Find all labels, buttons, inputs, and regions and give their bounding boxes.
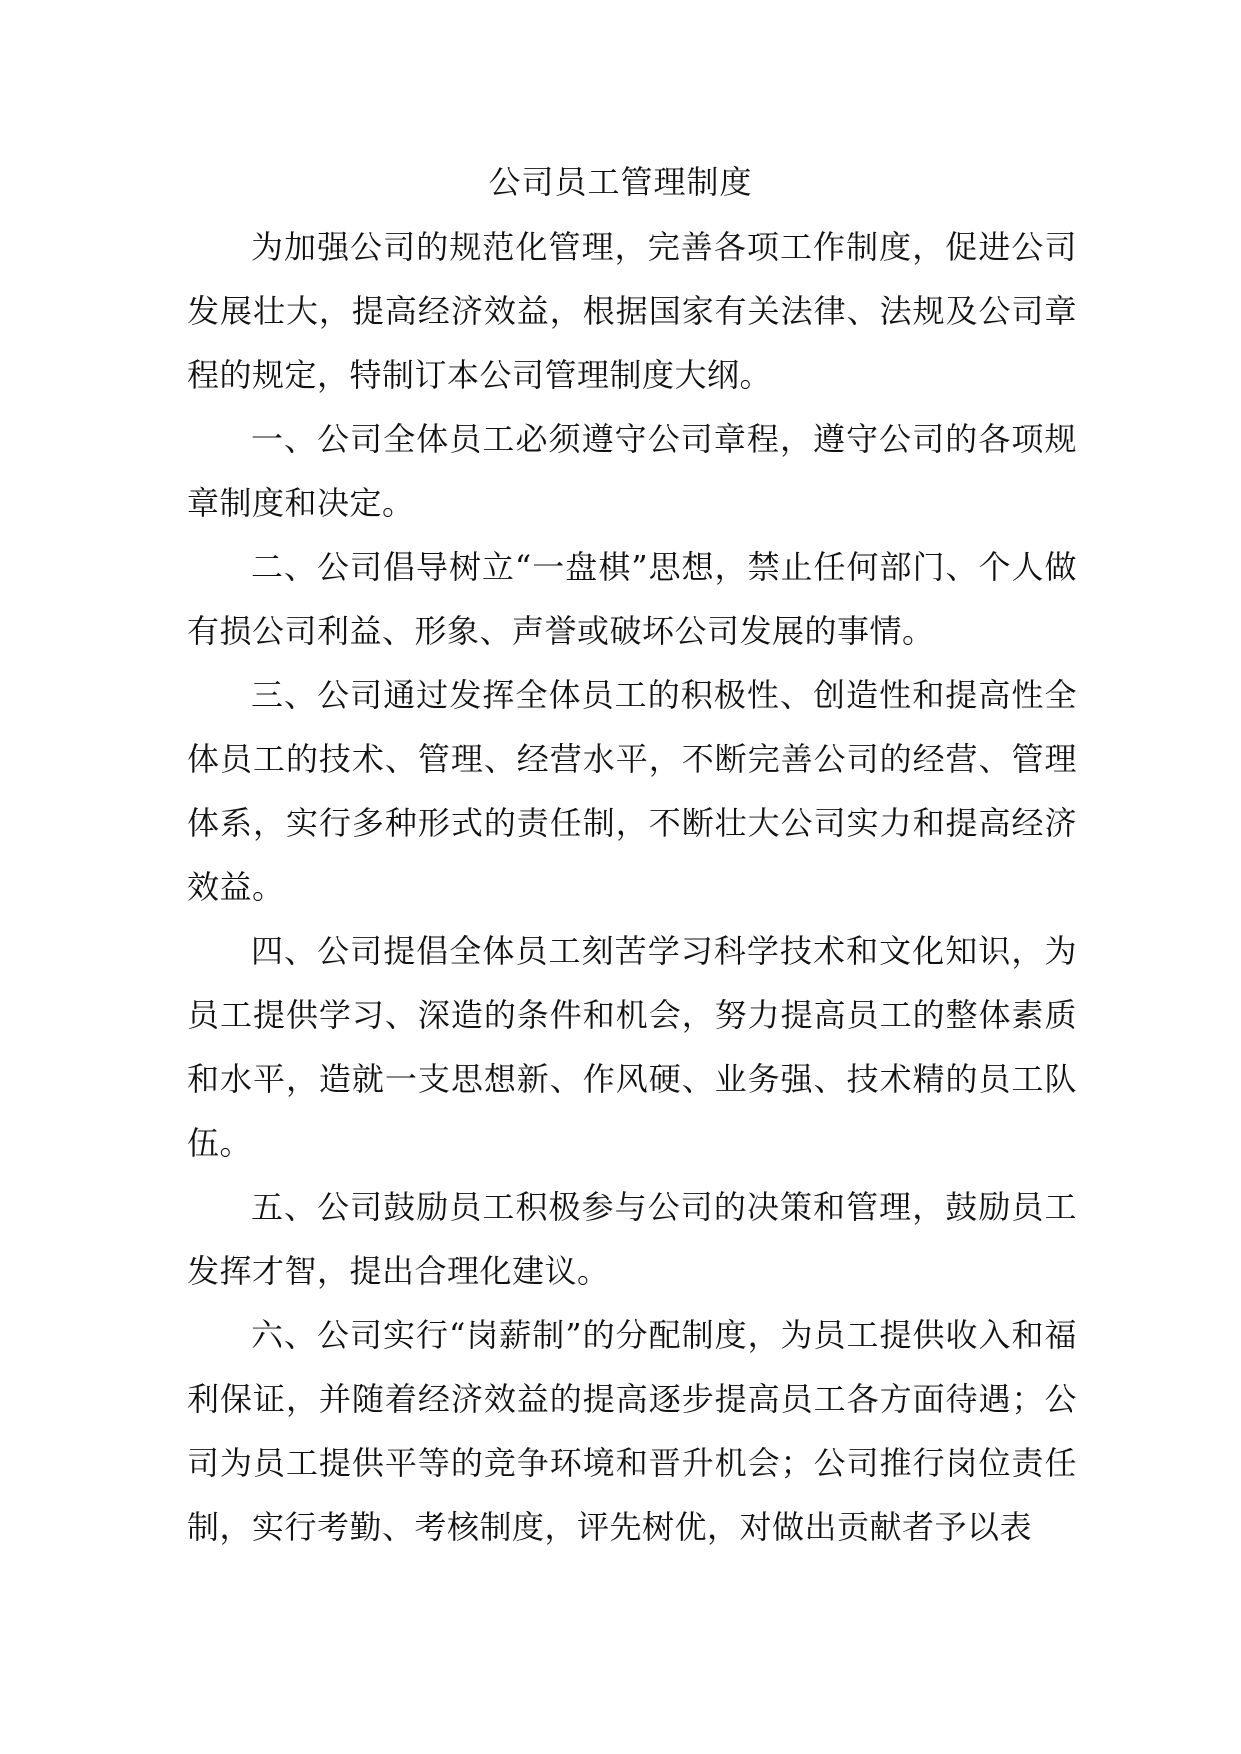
intro-paragraph: 为加强公司的规范化管理，完善各项工作制度，促进公司发展壮大，提高经济效益，根据国家有关法律、法规及公司章程的规定，特制订本公司管理制度大纲。 (187, 228, 1077, 394)
clause-5-paragraph: 五、公司鼓励员工积极参与公司的决策和管理，鼓励员工发挥才智，提出合理化建议。 (187, 1188, 1077, 1290)
clause-1-paragraph: 一、公司全体员工必须遵守公司章程，遵守公司的各项规章制度和决定。 (187, 420, 1077, 522)
document-body (187, 215, 1077, 1559)
clause-3-paragraph: 三、公司通过发挥全体员工的积极性、创造性和提高性全体员工的技术、管理、经营水平，不断完善公司的经营、管理体系，实行多种形式的责任制，不断壮大公司实力和提高经济效益。 (187, 676, 1077, 906)
clause-6-paragraph: 六、公司实行“岗薪制”的分配制度，为员工提供收入和福利保证，并随着经济效益的提高逐步提高员工各方面待遇；公司为员工提供平等的竞争环境和晋升机会；公司推行岗位责任制，实行考勤、考核制度，评先树优，对做出贡献者予以表 (187, 1316, 1077, 1546)
document-title: 公司员工管理制度 (488, 163, 753, 201)
clause-4-paragraph: 四、公司提倡全体员工刻苦学习科学技术和文化知识，为员工提供学习、深造的条件和机会，努力提高员工的整体素质和水平，造就一支思想新、作风硬、业务强、技术精的员工队伍。 (187, 932, 1077, 1162)
clause-2-paragraph: 二、公司倡导树立“一盘棋”思想，禁止任何部门、个人做有损公司利益、形象、声誉或破坏公司发展的事情。 (187, 548, 1077, 650)
